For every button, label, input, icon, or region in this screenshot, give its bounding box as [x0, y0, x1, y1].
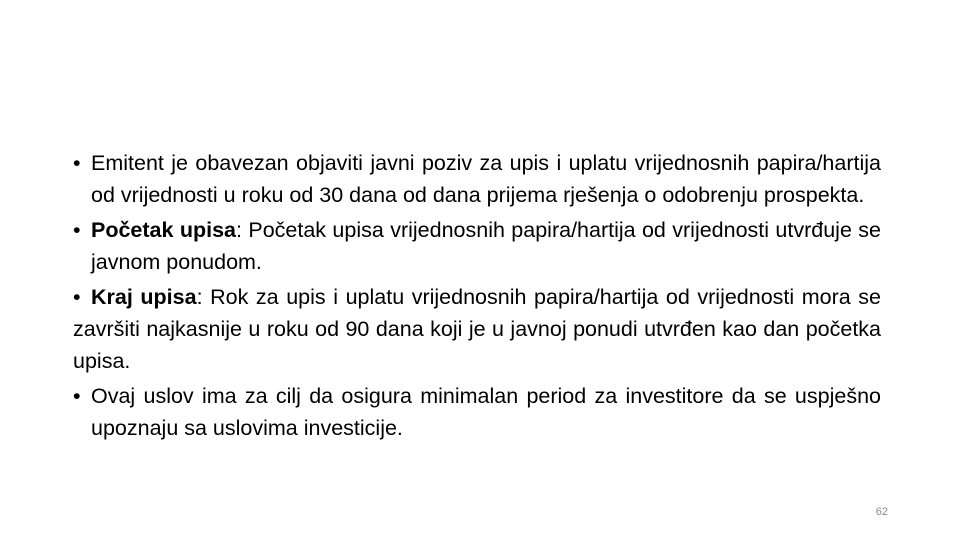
bullet-item-4	[73, 380, 881, 444]
bullet-lead-term: Kraj upisa	[91, 285, 197, 309]
bullet-separator: :	[196, 285, 203, 309]
bullet-item-2	[73, 214, 881, 278]
page-number: 62	[875, 506, 888, 518]
bullet-marker: •	[73, 151, 81, 175]
bullet-text: Emitent je obavezan objaviti javni poziv za upis i uplatu vrijednosnih papira/hartija od vrijednosti u roku od 30 dana od dana prijema rješenja o odobrenju prospekta.	[91, 151, 881, 207]
bullet-text: Rok za upis i uplatu vrijednosnih papira/hartija od vrijednosti mora se završiti najkasnije u roku od 90 dana koji je u javnoj ponudi utvrđen kao dan početka upisa.	[73, 285, 882, 373]
bullet-item-1	[73, 147, 881, 211]
bullet-marker: •	[73, 218, 81, 242]
bullet-item-3	[73, 281, 881, 377]
bullet-text: Početak upisa vrijednosnih papira/hartija od vrijednosti utvrđuje se javnom ponudom.	[91, 218, 881, 274]
bullet-separator: :	[236, 218, 242, 242]
slide-body	[73, 147, 881, 447]
bullet-marker: •	[73, 285, 81, 309]
bullet-lead-term: Početak upisa	[91, 218, 236, 242]
bullet-text: Ovaj uslov ima za cilj da osigura minimalan period za investitore da se uspješno upoznaju sa uslovima investicije.	[91, 384, 881, 440]
bullet-marker: •	[73, 384, 81, 408]
